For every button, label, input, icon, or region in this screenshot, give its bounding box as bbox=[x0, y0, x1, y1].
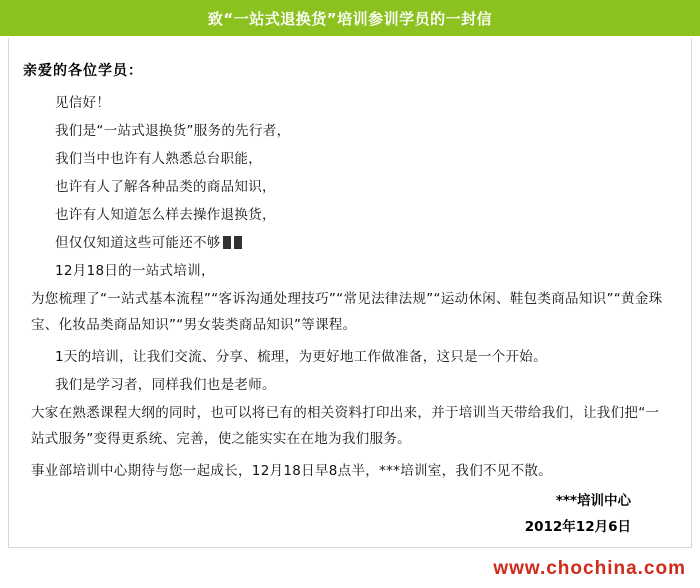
paragraph-bring-materials: 大家在熟悉课程大纲的同时，也可以将已有的相关资料打印出来，并于培训当天带给我们，让我们把“一站式服务”变得更系统、完善，使之能实实在在地为我们服务。 bbox=[31, 405, 660, 447]
paragraph-pioneers: 我们是“一站式退换货”服务的先行者， bbox=[55, 123, 291, 139]
signature-date: 2012年12月6日 bbox=[524, 519, 631, 535]
paragraph-one-day: 1天的培训，让我们交流、分享、梳理，为更好地工作做准备，这只是一个开始。 bbox=[55, 349, 547, 365]
paragraph-not-enough bbox=[55, 230, 665, 256]
paragraph-returns-operation: 也许有人知道怎么样去操作退换货， bbox=[55, 207, 276, 223]
paragraph-training-date: 12月18日的一站式培训， bbox=[55, 263, 215, 279]
tofu-box-icon bbox=[223, 236, 231, 249]
paragraph-courses: 为您梳理了“一站式基本流程”“客诉沟通处理技巧”“常见法律法规”“运动休闲、鞋包类商品知识”“黄金珠宝、化妆品类商品知识”“男女装类商品知识”等课程。 bbox=[31, 291, 663, 333]
paragraph-greeting: 见信好！ bbox=[55, 95, 111, 111]
salutation: 亲爱的各位学员： bbox=[23, 63, 143, 79]
paragraph-invitation: 事业部培训中心期待与您一起成长，12月18日早8点半，***培训室，我们不见不散。 bbox=[31, 463, 552, 479]
signature-block bbox=[525, 488, 631, 540]
paragraph-frontdesk: 我们当中也许有人熟悉总台职能， bbox=[55, 151, 262, 167]
page-title: 致“一站式退换货”培训参训学员的一封信 bbox=[207, 9, 493, 28]
paragraph-not-enough-text: 但仅仅知道这些可能还不够 bbox=[55, 235, 221, 251]
paragraph-product-knowledge: 也许有人了解各种品类的商品知识， bbox=[55, 179, 276, 195]
paragraph-learner-teacher: 我们是学习者，同样我们也是老师。 bbox=[55, 377, 276, 393]
signature-org: ***培训中心 bbox=[555, 493, 631, 509]
watermark-url: www.chochina.com bbox=[493, 558, 686, 579]
tofu-box-icon bbox=[234, 236, 242, 249]
header-bar bbox=[0, 0, 700, 36]
letter-body bbox=[8, 38, 692, 548]
letter-paragraphs bbox=[31, 90, 665, 490]
